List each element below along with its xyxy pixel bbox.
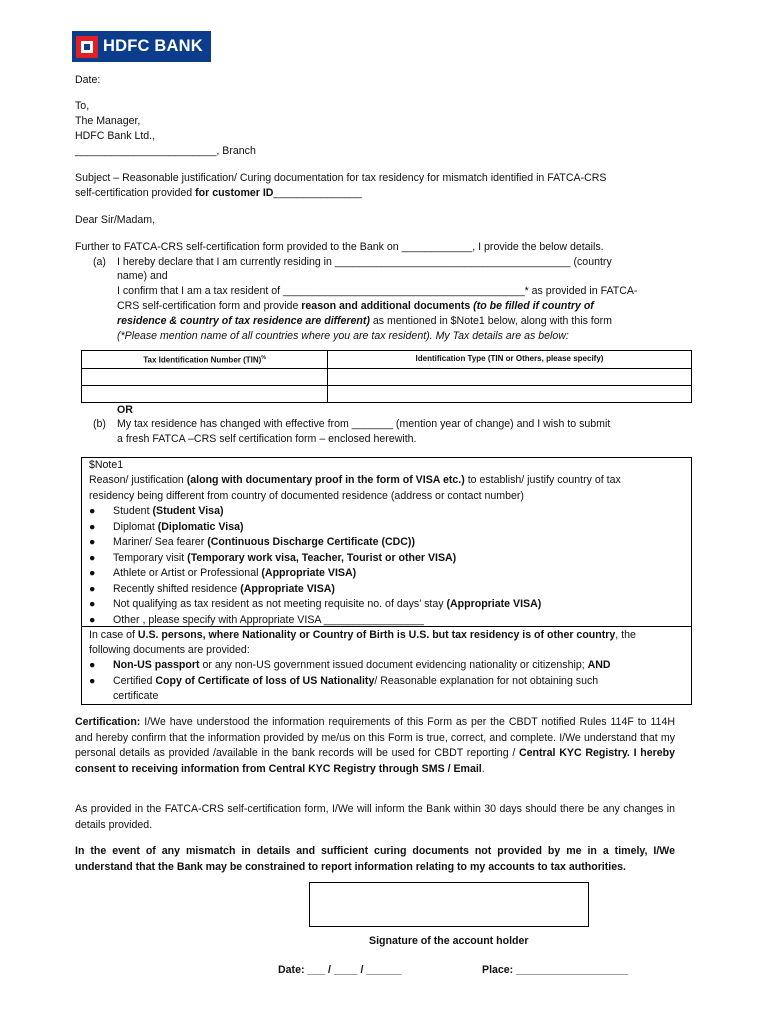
salutation: Dear Sir/Madam, xyxy=(75,214,156,226)
us-item-1: Non-US passport or any non-US government issued document evidencing nationality or citizenship; AND xyxy=(113,659,611,671)
option-a-line-3: I confirm that I am a tax resident of _________________________________________* as provided in FATCA- xyxy=(117,285,638,297)
bullet-icon: ● xyxy=(89,675,96,687)
certification-para: Certification: I/We have understood the information requirements of this Form as per the CBDT notified Rules 114F to 114H and hereby confirm that the information provided by me/us on this Form is true, correct, and complete. I/We understand that my personal details as provided /available in the bank records will be used for CBDT reporting / Central KYC Registry. I hereby consent to receiving information from Central KYC Registry through SMS / Email. xyxy=(75,716,676,775)
bullet-icon: ● xyxy=(89,552,96,564)
us-item-2-cont: certificate xyxy=(113,690,159,702)
subject-line-2: self-certification provided for customer ID_______________ xyxy=(75,187,362,199)
mismatch-para: In the event of any mismatch in details and sufficient curing documents not provided by me in a timely, I/We understand that the Bank may be constrained to report information relating to my accounts to tax authorities. xyxy=(75,845,675,873)
table-row xyxy=(82,368,692,385)
bullet-icon: ● xyxy=(89,536,96,548)
bullet-icon: ● xyxy=(89,583,96,595)
tin-cell[interactable] xyxy=(82,385,328,402)
list-item: Other , please specify with Appropriate VISA _________________ xyxy=(113,614,424,626)
us-item-2: Certified Copy of Certificate of loss of US Nationality/ Reasonable explanation for not obtaining such xyxy=(113,675,599,687)
tin-header: Tax Identification Number (TIN)% xyxy=(82,351,328,369)
address-bank: HDFC Bank Ltd., xyxy=(75,130,156,142)
option-a-line-4: CRS self-certification form and provide reason and additional documents (to be filled if country of xyxy=(117,300,594,312)
table-row xyxy=(82,385,692,402)
option-a-marker: (a) xyxy=(93,256,106,268)
tin-table xyxy=(81,350,692,403)
us-persons-line-2: following documents are provided: xyxy=(89,644,250,656)
list-item: Recently shifted residence (Appropriate VISA) xyxy=(113,583,335,595)
address-manager: The Manager, xyxy=(75,115,141,127)
note-intro-1: Reason/ justification (along with documentary proof in the form of VISA etc.) to establish/ justify country of tax xyxy=(89,474,621,486)
list-item: Mariner/ Sea fearer (Continuous Discharge Certificate (CDC)) xyxy=(113,536,415,548)
bullet-icon: ● xyxy=(89,659,96,671)
option-b-marker: (b) xyxy=(93,418,106,430)
intro-text: Further to FATCA-CRS self-certification form provided to the Bank on ____________, I provide the below details. xyxy=(75,241,604,253)
tin-cell[interactable] xyxy=(82,368,328,385)
bullet-icon: ● xyxy=(89,614,96,626)
list-item: Temporary visit (Temporary work visa, Teacher, Tourist or other VISA) xyxy=(113,552,457,564)
signature-date: Date: ___ / ____ / ______ xyxy=(278,964,402,976)
or-label: OR xyxy=(117,404,133,416)
hdfc-bank-logo xyxy=(72,31,211,62)
address-branch: ________________________, Branch xyxy=(75,145,256,157)
list-item: Athlete or Artist or Professional (Appropriate VISA) xyxy=(113,567,357,579)
note-intro-2: residency being different from country of documented residence (address or contact number) xyxy=(89,490,524,502)
signature-box[interactable] xyxy=(309,882,589,927)
hdfc-logo-icon xyxy=(76,36,98,58)
bullet-icon: ● xyxy=(89,505,96,517)
us-persons-line-1: In case of U.S. persons, where Nationality or Country of Birth is U.S. but tax residency is of other country, the xyxy=(89,629,636,641)
option-a-line-1: I hereby declare that I am currently residing in ________________________________________ (country xyxy=(117,256,612,268)
id-type-cell[interactable] xyxy=(328,368,692,385)
option-b-line-2: a fresh FATCA –CRS self certification form – enclosed herewith. xyxy=(117,433,417,445)
list-item: Diplomat (Diplomatic Visa) xyxy=(113,521,244,533)
note-title: $Note1 xyxy=(89,459,124,471)
bullet-icon: ● xyxy=(89,567,96,579)
option-a-line-6: (*Please mention name of all countries where you are tax resident). My Tax details are as below: xyxy=(117,330,569,342)
id-type-header: Identification Type (TIN or Others, please specify) xyxy=(328,351,692,369)
signature-place: Place: ___________________ xyxy=(482,964,629,976)
bullet-icon: ● xyxy=(89,521,96,533)
address-to: To, xyxy=(75,100,90,112)
tin-table-header xyxy=(82,351,692,369)
inform-para: As provided in the FATCA-CRS self-certification form, I/We will inform the Bank within 30 days should there be any changes in details provided. xyxy=(75,803,675,831)
option-b-line-1: My tax residence has changed with effective from _______ (mention year of change) and I wish to submit xyxy=(117,418,611,430)
signature-label: Signature of the account holder xyxy=(369,935,529,947)
bank-name: HDFC BANK xyxy=(103,36,203,55)
option-a-line-2: name) and xyxy=(117,270,168,282)
subject-line-1: Subject – Reasonable justification/ Curing documentation for tax residency for mismatch identified in FATCA-CRS xyxy=(75,172,607,184)
list-item: Student (Student Visa) xyxy=(113,505,224,517)
bullet-icon: ● xyxy=(89,598,96,610)
option-a-line-5: residence & country of tax residence are different) as mentioned in $Note1 below, along with this form xyxy=(117,315,612,327)
list-item: Not qualifying as tax resident as not meeting requisite no. of days’ stay (Appropriate VISA) xyxy=(113,598,542,610)
id-type-cell[interactable] xyxy=(328,385,692,402)
date-label: Date: xyxy=(75,74,101,86)
